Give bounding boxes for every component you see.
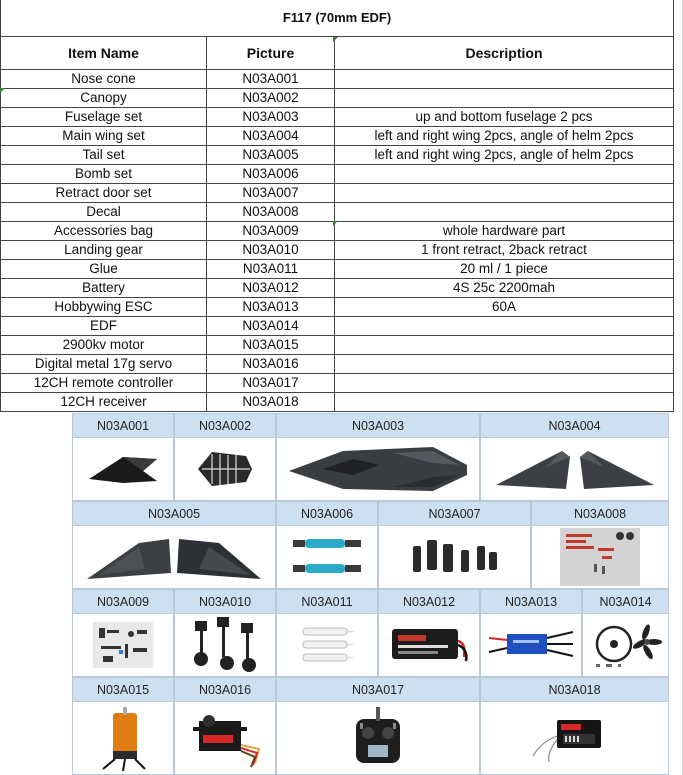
table-row — [1, 373, 674, 392]
description-cell: up and bottom fuselage 2 pcs — [335, 107, 674, 126]
part-code-label: N03A005 — [73, 502, 275, 526]
cell-comment-marker — [0, 88, 5, 93]
item-name-cell: Accessories bag — [1, 221, 207, 240]
part-photo-cell — [72, 677, 174, 775]
picture-code-cell: N03A009 — [207, 221, 335, 240]
picture-code-cell: N03A006 — [207, 164, 335, 183]
picture-code-cell: N03A017 — [207, 373, 335, 392]
description-cell — [335, 392, 674, 411]
table-row — [1, 202, 674, 221]
description-cell: left and right wing 2pcs, angle of helm 2pcs — [335, 145, 674, 164]
table-title: F117 (70mm EDF) — [1, 0, 674, 36]
part-photo-cell — [276, 677, 480, 775]
description-cell: whole hardware part — [335, 221, 674, 240]
picture-code-cell: N03A003 — [207, 107, 335, 126]
part-code-label: N03A006 — [277, 502, 377, 526]
header-item-name: Item Name — [1, 36, 207, 69]
description-cell — [335, 373, 674, 392]
description-cell — [335, 335, 674, 354]
part-photo-cell — [531, 501, 669, 589]
picture-code-cell: N03A015 — [207, 335, 335, 354]
part-code-label: N03A004 — [481, 414, 668, 438]
part-code-label: N03A009 — [73, 590, 173, 614]
item-name-cell: Decal — [1, 202, 207, 221]
part-code-label: N03A010 — [175, 590, 275, 614]
description-cell — [335, 69, 674, 88]
item-name-cell: Canopy — [1, 88, 207, 107]
table-row — [1, 69, 674, 88]
header-picture: Picture — [207, 36, 335, 69]
item-name-cell: Hobbywing ESC — [1, 297, 207, 316]
item-name-cell: Battery — [1, 278, 207, 297]
description-cell: 4S 25c 2200mah — [335, 278, 674, 297]
picture-code-cell: N03A016 — [207, 354, 335, 373]
picture-code-cell: N03A004 — [207, 126, 335, 145]
table-row — [1, 164, 674, 183]
part-photo-cell — [174, 413, 276, 501]
table-row — [1, 354, 674, 373]
description-cell — [335, 164, 674, 183]
part-photo-cell — [276, 501, 378, 589]
landing-gear-icon — [175, 614, 275, 676]
transmitter-icon — [277, 702, 479, 774]
table-row — [1, 297, 674, 316]
item-name-cell: Glue — [1, 259, 207, 278]
part-photo-cell — [72, 589, 174, 677]
item-name-cell: Bomb set — [1, 164, 207, 183]
item-name-cell: Retract door set — [1, 183, 207, 202]
part-photo-cell — [480, 413, 669, 501]
nose-cone-icon — [73, 438, 173, 500]
battery-icon — [379, 614, 479, 676]
part-code-label: N03A007 — [379, 502, 530, 526]
picture-code-cell: N03A005 — [207, 145, 335, 164]
picture-code-cell: N03A018 — [207, 392, 335, 411]
part-photo-cell — [72, 501, 276, 589]
picture-code-cell: N03A002 — [207, 88, 335, 107]
part-photo-cell — [72, 413, 174, 501]
cell-comment-marker — [333, 37, 338, 42]
picture-code-cell: N03A001 — [207, 69, 335, 88]
table-row — [1, 183, 674, 202]
part-photo-cell — [480, 589, 582, 677]
header-description: Description — [335, 36, 674, 69]
table-row — [1, 278, 674, 297]
table-row — [1, 145, 674, 164]
retract-doors-icon — [379, 526, 530, 588]
picture-code-cell: N03A011 — [207, 259, 335, 278]
receiver-icon — [481, 702, 668, 774]
esc-icon — [481, 614, 581, 676]
picture-code-cell: N03A007 — [207, 183, 335, 202]
table-row — [1, 107, 674, 126]
description-cell: 1 front retract, 2back retract — [335, 240, 674, 259]
table-row — [1, 126, 674, 145]
picture-code-cell: N03A013 — [207, 297, 335, 316]
part-code-label: N03A017 — [277, 678, 479, 702]
description-cell — [335, 202, 674, 221]
tail-icon — [73, 526, 275, 588]
description-cell: 20 ml / 1 piece — [335, 259, 674, 278]
item-name-cell: Fuselage set — [1, 107, 207, 126]
part-code-label: N03A001 — [73, 414, 173, 438]
description-cell — [335, 183, 674, 202]
picture-code-cell: N03A008 — [207, 202, 335, 221]
item-name-cell: 2900kv motor — [1, 335, 207, 354]
servo-icon — [175, 702, 275, 774]
description-cell — [335, 316, 674, 335]
item-name-cell: 12CH receiver — [1, 392, 207, 411]
table-row — [1, 316, 674, 335]
part-code-label: N03A002 — [175, 414, 275, 438]
part-code-label: N03A018 — [481, 678, 668, 702]
part-code-label: N03A012 — [379, 590, 479, 614]
part-code-label: N03A011 — [277, 590, 377, 614]
part-photo-cell — [276, 413, 480, 501]
part-photo-cell — [582, 589, 669, 677]
description-cell: left and right wing 2pcs, angle of helm 2pcs — [335, 126, 674, 145]
item-name-cell: Landing gear — [1, 240, 207, 259]
part-photo-cell — [174, 677, 276, 775]
parts-photo-board — [72, 413, 669, 775]
part-code-label: N03A013 — [481, 590, 581, 614]
accessories-icon — [73, 614, 173, 676]
bombs-icon — [277, 526, 377, 588]
part-code-label: N03A008 — [532, 502, 668, 526]
part-code-label: N03A016 — [175, 678, 275, 702]
part-photo-cell — [174, 589, 276, 677]
description-cell: 60A — [335, 297, 674, 316]
part-photo-cell — [276, 589, 378, 677]
item-name-cell: EDF — [1, 316, 207, 335]
part-code-label: N03A015 — [73, 678, 173, 702]
table-row — [1, 240, 674, 259]
part-code-label: N03A014 — [583, 590, 668, 614]
part-photo-cell — [480, 677, 669, 775]
part-code-label: N03A003 — [277, 414, 479, 438]
picture-code-cell: N03A014 — [207, 316, 335, 335]
description-cell — [335, 88, 674, 107]
table-row — [1, 88, 674, 107]
table-row — [1, 392, 674, 411]
item-name-cell: Digital metal 17g servo — [1, 354, 207, 373]
motor-icon — [73, 702, 173, 774]
edf-fan-icon — [583, 614, 668, 676]
picture-code-cell: N03A012 — [207, 278, 335, 297]
part-photo-cell — [378, 589, 480, 677]
picture-code-cell: N03A010 — [207, 240, 335, 259]
part-photo-cell — [378, 501, 531, 589]
item-name-cell: Tail set — [1, 145, 207, 164]
cell-comment-marker — [333, 221, 338, 226]
table-row — [1, 259, 674, 278]
canopy-icon — [175, 438, 275, 500]
item-name-cell: Main wing set — [1, 126, 207, 145]
item-name-cell: Nose cone — [1, 69, 207, 88]
decal-sheet-icon — [532, 526, 668, 588]
fuselage-icon — [277, 438, 479, 500]
item-name-cell: 12CH remote controller — [1, 373, 207, 392]
main-wing-icon — [481, 438, 668, 500]
glue-icon — [277, 614, 377, 676]
table-row — [1, 335, 674, 354]
description-cell — [335, 354, 674, 373]
